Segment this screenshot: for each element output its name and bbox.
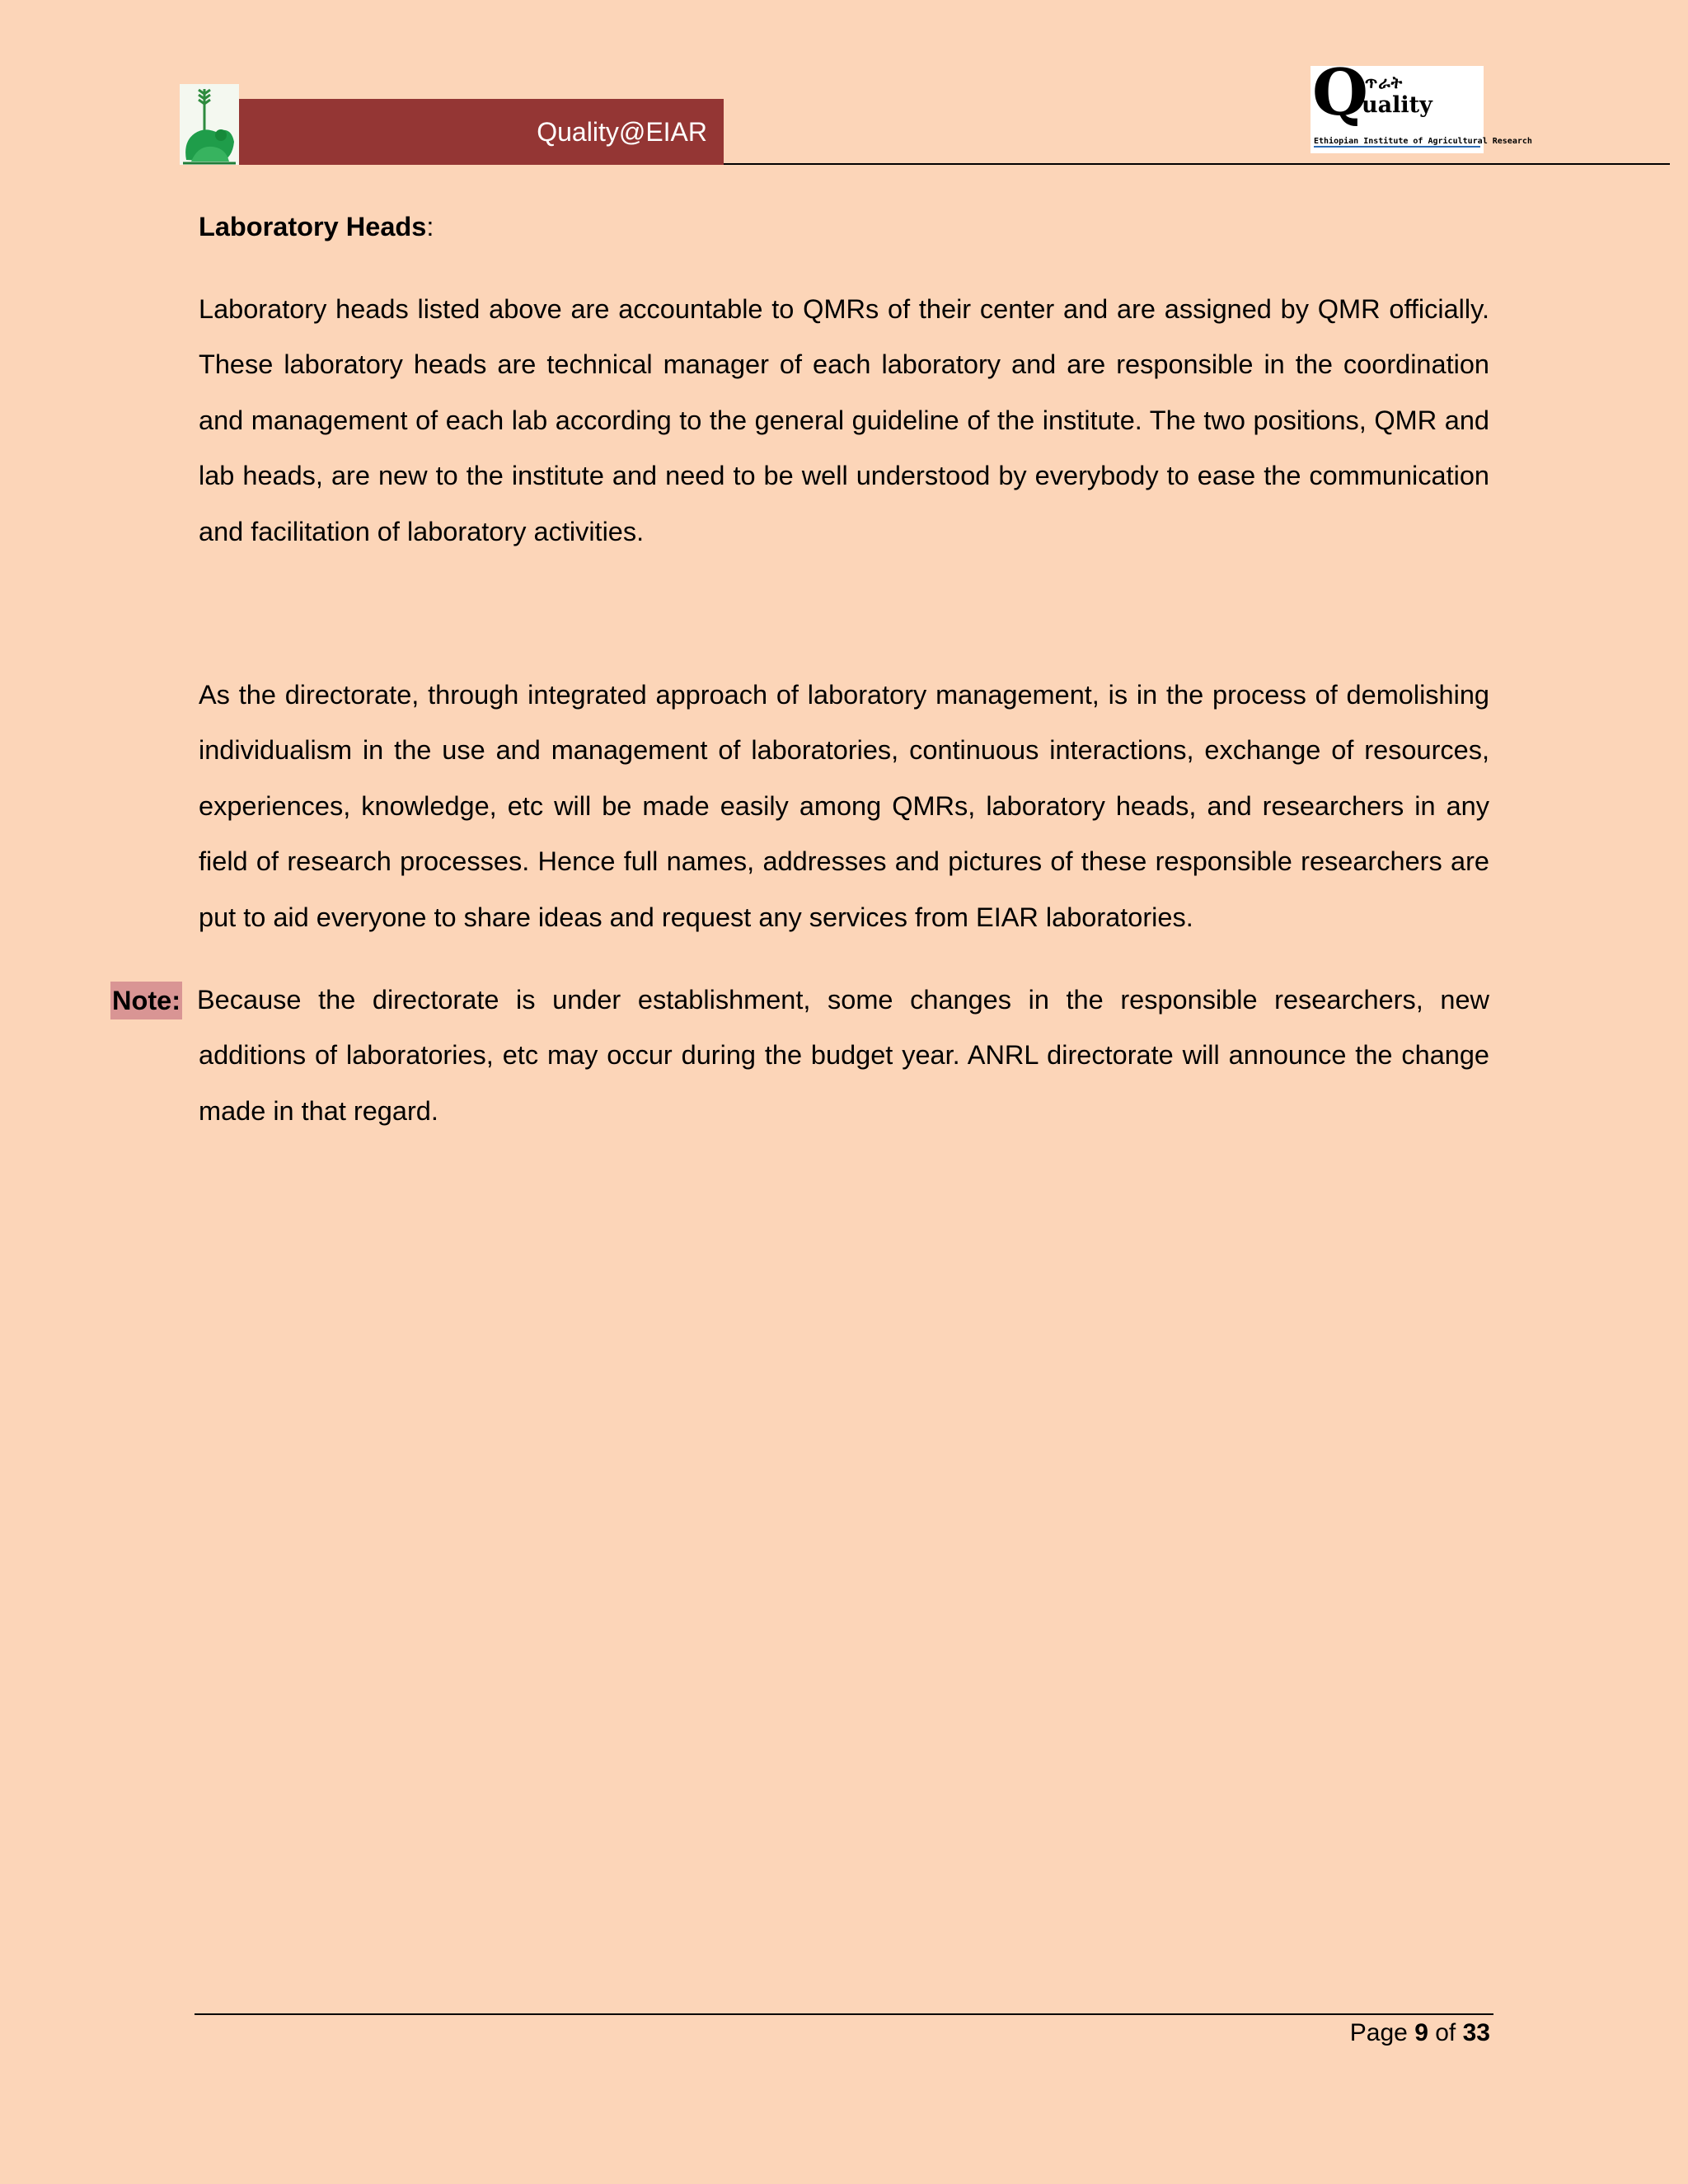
page-number (1350, 2015, 1490, 2051)
section-heading-text: Laboratory Heads (199, 212, 427, 241)
page-total: 33 (1462, 2019, 1490, 2046)
section-heading (199, 199, 1489, 255)
page-of: of (1435, 2019, 1456, 2046)
page-prefix: Page (1349, 2019, 1408, 2046)
footer-rule (195, 2013, 1493, 2015)
quality-logo-amharic: ጥራት (1365, 73, 1404, 92)
quality-logo-word: uality (1362, 92, 1432, 118)
header-rule (724, 163, 1670, 165)
page-header (180, 55, 1532, 165)
header-title-bar (239, 99, 724, 165)
note-label: Note: (110, 982, 182, 1019)
wheat-cow-emblem-icon (180, 84, 239, 165)
quality-logo-letter: Q (1312, 55, 1368, 130)
paragraph-directorate: As the directorate, through integrated approach of laboratory management, is in the process of demolishing individualism in the use and management of laboratories, continuous interactions, exchange of resources, experiences, knowledge, etc will be made easily among QMRs, laboratory heads, and researchers in any field of research processes. Hence full names, addresses and pictures of these responsible researchers are put to aid everyone to share ideas and request any services from EIAR laboratories. (199, 679, 1489, 932)
quality-logo (1311, 55, 1532, 153)
section-heading-colon: : (426, 212, 434, 241)
page-content (112, 199, 1489, 1139)
header-title: Quality@EIAR (537, 116, 707, 147)
paragraph-lab-heads: Laboratory heads listed above are accountable to QMRs of their center and are assigned by QMR officially. These laboratory heads are technical manager of each laboratory and are responsible in the coordination and management of each lab according to the general guideline of the institute. The two positions, QMR and lab heads, are new to the institute and need to be well understood by everybody to ease the communication and facilitation of laboratory activities. (199, 293, 1489, 546)
page-current: 9 (1414, 2019, 1428, 2046)
note-text: Because the directorate is under establishment, some changes in the responsible researchers, new additions of laboratories, etc may occur during the budget year. ANRL directorate will announce the change made in that regard. (197, 984, 1489, 1126)
quality-logo-institute: Ethiopian Institute of Agricultural Research (1314, 137, 1532, 146)
note-block (112, 972, 1489, 1140)
eiar-logo (180, 84, 239, 165)
